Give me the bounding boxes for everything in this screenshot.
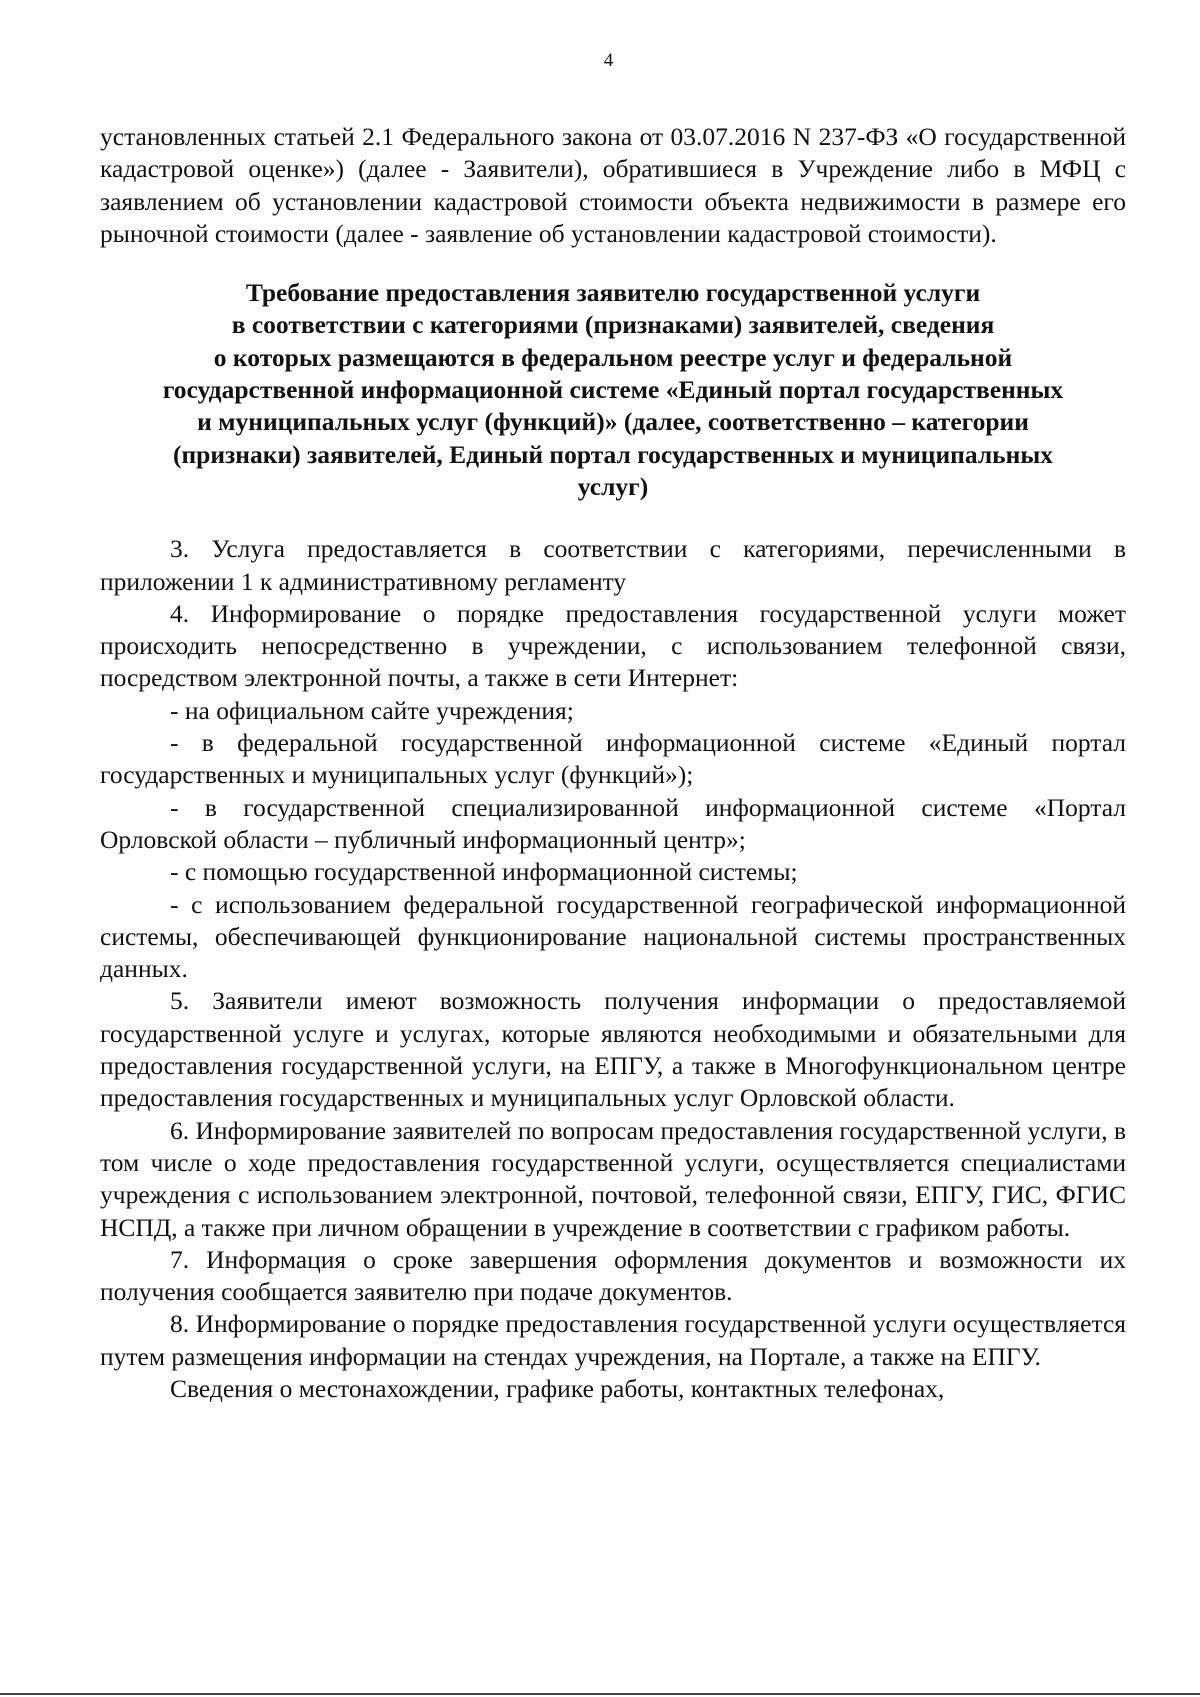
heading-line: (признаки) заявителей, Единый портал государственных и муниципальных bbox=[173, 439, 1053, 469]
heading-line: Требование предоставления заявителю государственной услуги bbox=[245, 278, 981, 308]
heading-line: услуг) bbox=[577, 471, 649, 501]
intro-paragraph: установленных статьей 2.1 Федерального закона от 03.07.2016 N 237-ФЗ «О государственной кадастровой оценке») (далее - Заявители), обратившиеся в Учреждение либо в МФЦ с заявлением об установлении кадастровой стоимости объекта недвижимости в размере его рыночной стоимости (далее - заявление об установлении кадастровой стоимости). bbox=[100, 122, 1126, 248]
page-number: 4 bbox=[603, 50, 614, 71]
list-item-fgis: - с использованием федеральной государственной географической информационной системы, обеспечивающей функционирование национальной системы пространственных данных. bbox=[100, 889, 1126, 984]
paragraph-3: 3. Услуга предоставляется в соответствии с категориями, перечисленными в приложении 1 к административному регламенту bbox=[100, 534, 1126, 596]
paragraph-6: 6. Информирование заявителей по вопросам предоставления государственной услуги, в том числе о ходе предоставления государственной услуги, осуществляется специалистами учреждения с использованием электронной, почтовой, телефонной связи, ЕПГУ, ГИС, ФГИС НСПД, а также при личном обращении в учреждение в соответствии с графиком работы. bbox=[100, 1115, 1126, 1242]
list-item-oryol-portal: - в государственной специализированной информационной системе «Портал Орловской области – публичный информационный центр»; bbox=[100, 792, 1126, 854]
document-body bbox=[100, 121, 1126, 1405]
paragraph-8: 8. Информирование о порядке предоставления государственной услуги осуществляется путем размещения информации на стендах учреждения, на Портале, а также на ЕПГУ. bbox=[100, 1309, 1126, 1371]
list-item-official-site: - на официальном сайте учреждения; bbox=[170, 695, 574, 725]
paragraph-7: 7. Информация о сроке завершения оформления документов и возможности их получения сообщается заявителю при подаче документов. bbox=[100, 1244, 1126, 1307]
list-item-gis: - с помощью государственной информационной системы; bbox=[170, 857, 798, 887]
heading-line: и муниципальных услуг (функций)» (далее, соответственно – категории bbox=[197, 407, 1029, 437]
heading-line: в соответствии с категориями (признаками) заявителей, сведения bbox=[231, 310, 995, 340]
section-heading bbox=[100, 277, 1126, 503]
scan-bottom-edge bbox=[0, 1693, 1200, 1695]
heading-line: государственной информационной системе «Единый портал государственных bbox=[162, 375, 1064, 405]
list-item-epgu: - в федеральной государственной информационной системе «Единый портал государственных и муниципальных услуг (функций»); bbox=[100, 728, 1126, 790]
paragraph-continued: Сведения о местонахождении, графике работы, контактных телефонах, bbox=[170, 1373, 945, 1403]
paragraph-5: 5. Заявители имеют возможность получения информации о предоставляемой государственной услуге и услугах, которые являются необходимыми и обязательными для предоставления государственной услуги, на ЕПГУ, а также в Многофункциональном центре предоставления государственных и муниципальных услуг Орловской области. bbox=[100, 986, 1126, 1113]
heading-line: о которых размещаются в федеральном реестре услуг и федеральной bbox=[213, 342, 1013, 372]
paragraph-4: 4. Информирование о порядке предоставления государственной услуги может происходить непосредственно в учреждении, с использованием телефонной связи, посредством электронной почты, а также в сети Интернет: bbox=[100, 598, 1126, 693]
